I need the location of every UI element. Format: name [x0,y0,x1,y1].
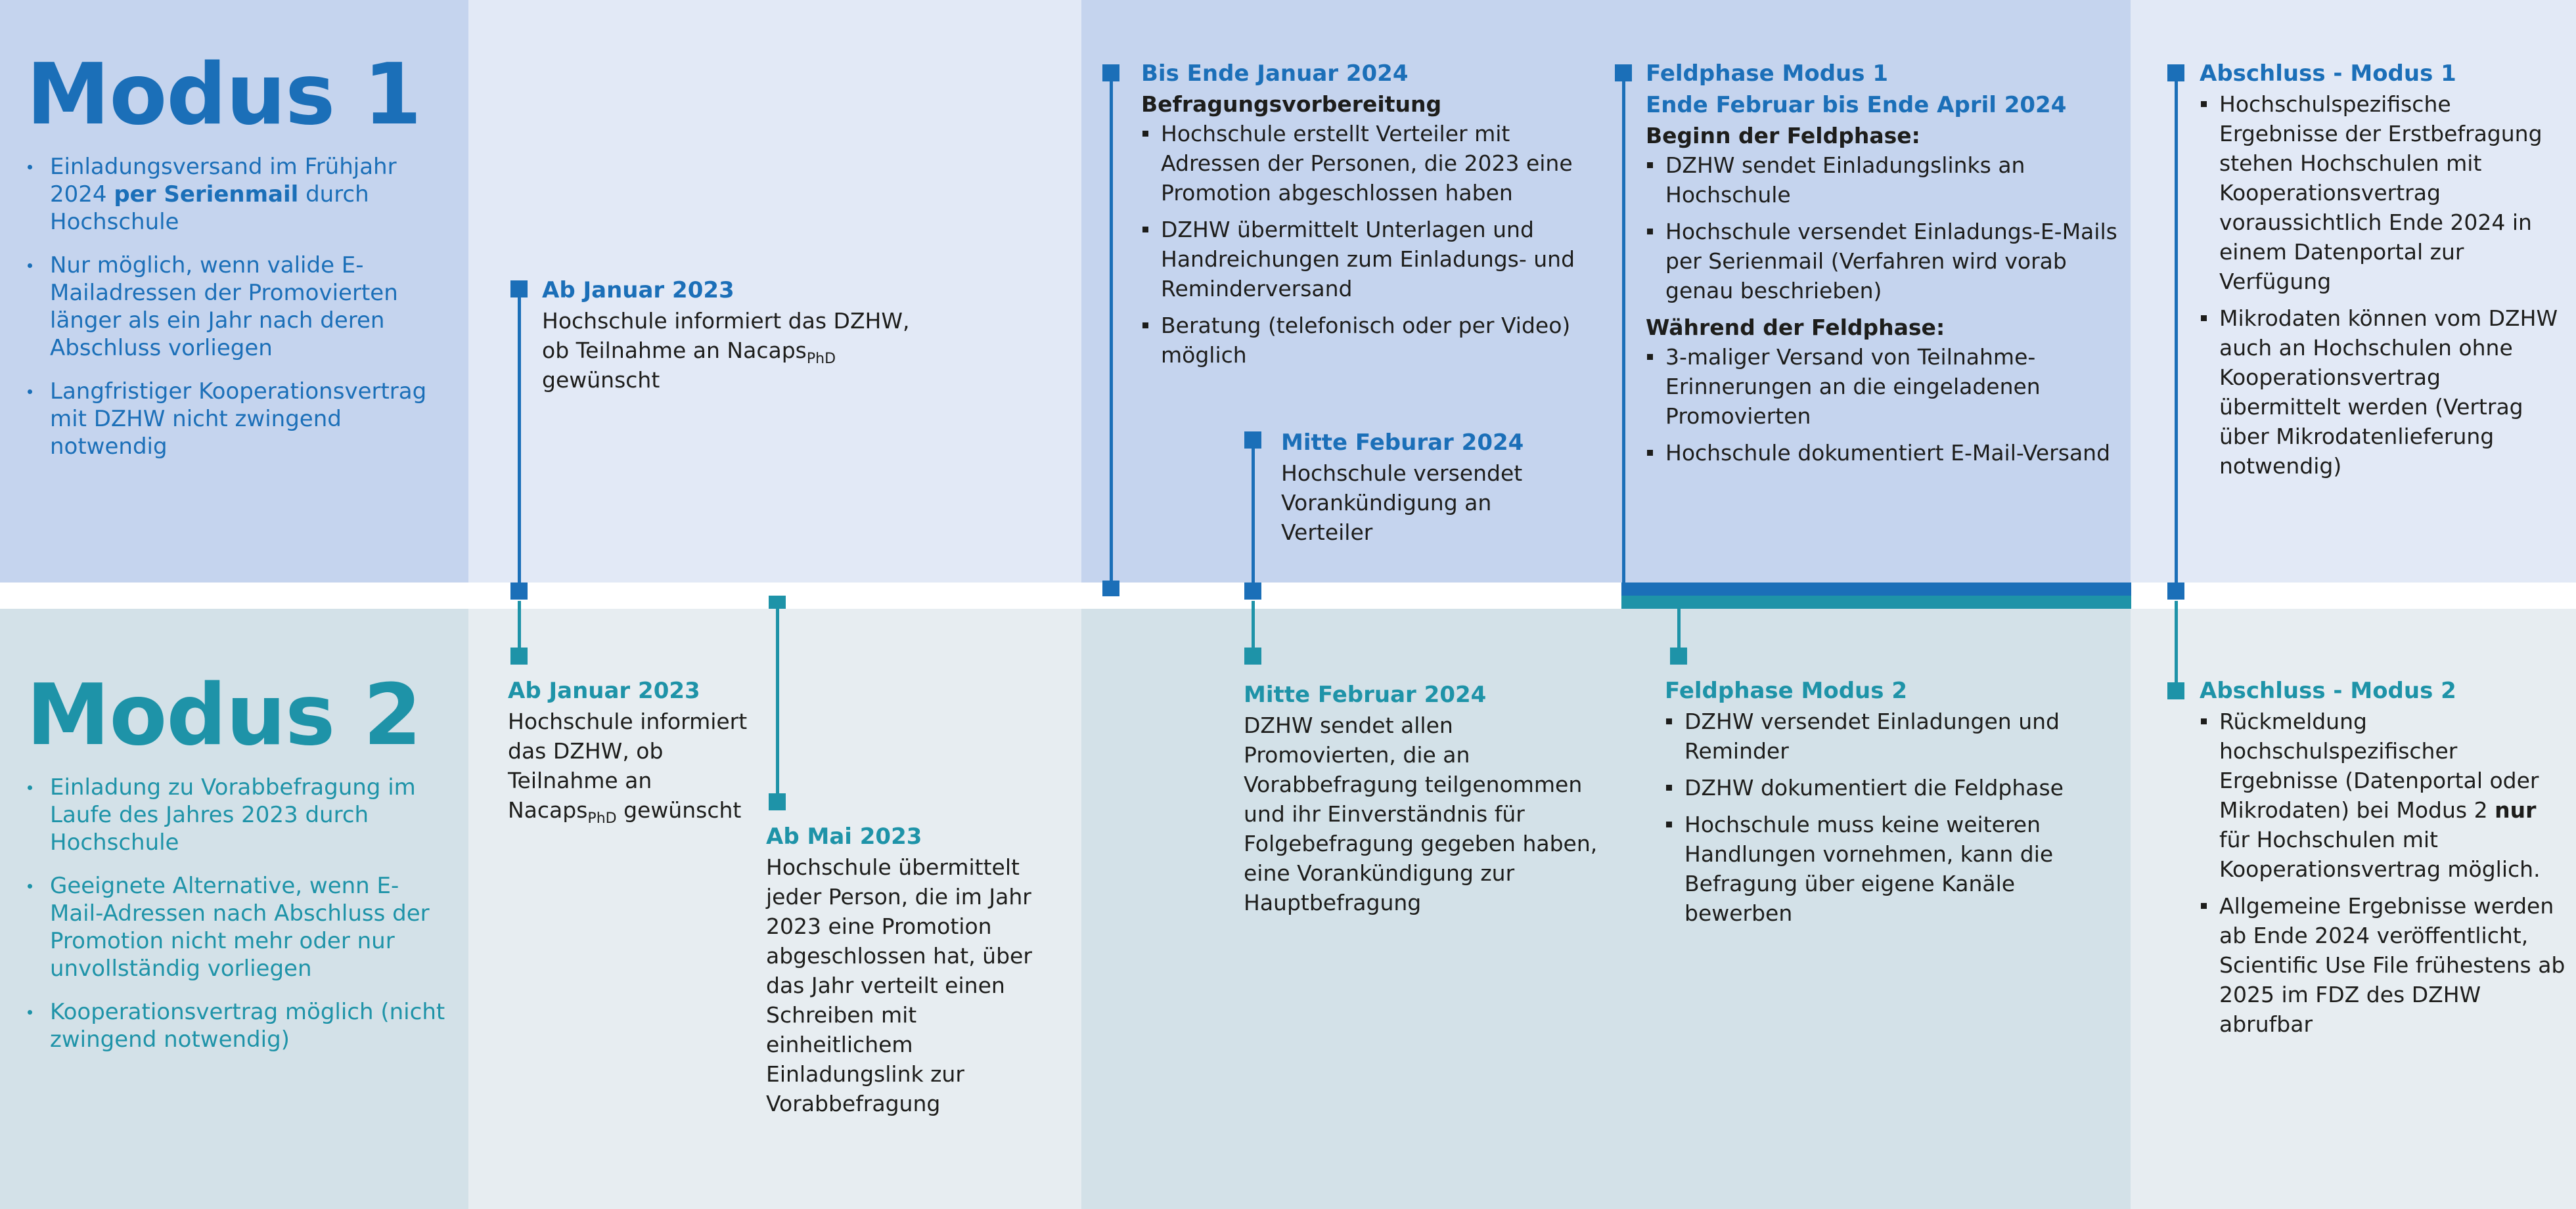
event-list [1141,119,1601,370]
event-body: Hochschule übermittelt jeder Person, die im Jahr 2023 eine Promotion abgeschlossen hat, über das Jahr verteilt einen Schreiben mit einheitlichem Einladungslink zur Vorabbefragung [766,854,1032,1116]
modus2-bullets [26,774,447,1053]
event-body: Hochschule informiert das DZHW, ob Teilnahme an Nacaps$_{PhD}$ gewünscht [542,308,910,393]
list-item: Hochschule dokumentiert E-Mail-Versand [1646,438,2119,468]
event-heading: Feldphase Modus 1 [1646,60,1888,87]
connector-jan2023-bottom [518,601,521,653]
modus1-title: Modus 1 [26,46,421,144]
modus1-bullets [26,153,447,460]
event-mai2023 [766,821,1062,1118]
event-abschluss2 [2200,675,2567,1046]
connector-midfeb2024-top [1252,440,1255,594]
list-item: Mikrodaten können vom DZHW auch an Hochschulen ohne Kooperationsvertrag übermittelt werden (Vertrag über Mikrodatenlieferung notwendig) [2200,303,2567,481]
event-heading: Ab Januar 2023 [542,277,734,303]
event-list [2200,707,2567,1039]
event-jan2023-bottom [508,675,751,825]
event-subheading: Befragungsvorbereitung [1141,91,1442,117]
event-heading-dates: Ende Februar bis Ende April 2024 [1646,92,2067,118]
connector-abschluss2 [2175,601,2178,693]
feldphase-modus1-bar [1621,583,2131,596]
modus2-bullet: Geeignete Alternative, wenn E-Mail-Adressen nach Abschluss der Promotion nicht mehr oder nur unvollständig vorliegen [26,872,447,982]
event-body: Hochschule informiert das DZHW, ob Teilnahme an Nacaps$_{PhD}$ gewünscht [508,709,748,827]
marker-endjan2024 [1102,64,1119,81]
modus1-bullet: Einladungsversand im Frühjahr 2024 per Serienmail durch Hochschule [26,153,447,236]
event-heading: Feldphase Modus 2 [1665,678,1907,704]
event-heading: Mitte Februar 2024 [1244,682,1487,708]
list-item: 3-maliger Versand von Teilnahme-Erinnerungen an die eingeladenen Promovierten [1646,342,2119,431]
marker-endjan2024-timeline [1102,581,1119,596]
connector-abschluss1 [2175,72,2178,594]
marker-jan2023-timeline-top [510,583,528,600]
list-item: Hochschule versendet Einladungs-E-Mails per Serienmail (Verfahren wird vorab genau beschrieben) [1646,217,2119,305]
event-heading: Mitte Feburar 2024 [1281,429,1524,456]
event-jan2023-top [542,275,910,395]
marker-jan2023-bottom [510,648,528,665]
marker-midfeb2024-top [1244,431,1261,449]
event-heading: Ab Mai 2023 [766,824,922,850]
event-feldphase2 [1665,675,2112,935]
event-heading: Bis Ende Januar 2024 [1141,60,1409,87]
event-endjan2024 [1141,58,1601,377]
list-item: Hochschule muss keine weiteren Handlungen vornehmen, kann die Befragung über eigene Kanäle bewerben [1665,810,2112,928]
bg-timeline-divider [0,583,2576,609]
list-item: DZHW sendet Einladungslinks an Hochschule [1646,150,2119,209]
connector-mai2023 [776,601,779,801]
list-item: DZHW versendet Einladungen und Reminder [1665,707,2112,766]
modus1-bullet: Langfristiger Kooperationsvertrag mit DZHW nicht zwingend notwendig [26,378,447,460]
list-item: DZHW dokumentiert die Feldphase [1665,773,2112,802]
modus1-bullet: Nur möglich, wenn valide E-Mailadressen der Promovierten länger als ein Jahr nach deren Abschluss vorliegen [26,252,447,362]
event-section-title: Während der Feldphase: [1646,315,1945,340]
connector-feldphase2 [1677,609,1681,653]
event-feldphase1 [1646,58,2119,475]
modus1-panel [26,46,447,476]
event-heading: Ab Januar 2023 [508,678,700,704]
marker-midfeb2024-timeline-top [1244,583,1261,600]
marker-mai2023-timeline [769,596,786,609]
event-abschluss1 [2200,58,2567,488]
marker-midfeb2024-bottom [1244,648,1261,665]
connector-endjan2024 [1110,72,1113,591]
marker-abschluss2 [2167,682,2184,699]
modus2-bullet: Kooperationsvertrag möglich (nicht zwingend notwendig) [26,998,447,1053]
modus2-panel [26,667,447,1069]
connector-feldphase1 [1622,72,1625,584]
event-list [1646,342,2119,468]
list-item: Beratung (telefonisch oder per Video) möglich [1141,311,1601,370]
list-item: Rückmeldung hochschulspezifischer Ergebnisse (Datenportal oder Mikrodaten) bei Modus 2 nur für Hochschulen mit Kooperationsvertrag möglich. [2200,707,2567,884]
event-midfeb2024-top [1281,427,1564,547]
marker-abschluss1 [2167,64,2184,81]
marker-abschluss1-timeline [2167,583,2184,600]
marker-jan2023-top [510,280,528,297]
list-item: Hochschulspezifische Ergebnisse der Erstbefragung stehen Hochschulen mit Kooperationsvertrag voraussichtlich Ende 2024 in einem Datenportal zur Verfügung [2200,89,2567,296]
event-body: DZHW sendet allen Promovierten, die an Vorabbefragung teilgenommen und ihr Einverständnis für Folgebefragung gegeben haben, eine Vorankündigung zur Hauptbefragung [1244,713,1598,915]
feldphase-modus2-bar [1621,596,2131,609]
marker-feldphase2 [1670,648,1687,665]
list-item: Allgemeine Ergebnisse werden ab Ende 2024 veröffentlicht, Scientific Use File frühestens ab 2025 im FDZ des DZHW abrufbar [2200,891,2567,1039]
event-list [1665,707,2112,928]
event-heading: Abschluss - Modus 2 [2200,678,2456,704]
marker-mai2023 [769,793,786,810]
list-item: DZHW übermittelt Unterlagen und Handreichungen zum Einladungs- und Reminderversand [1141,215,1601,303]
event-midfeb2024-bottom [1244,679,1598,917]
list-item: Hochschule erstellt Verteiler mit Adressen der Personen, die 2023 eine Promotion abgeschlossen haben [1141,119,1601,208]
modus2-title: Modus 2 [26,667,421,764]
connector-midfeb2024-bottom [1252,601,1255,653]
connector-jan2023-top [518,289,521,594]
event-body: Hochschule versendet Vorankündigung an Verteiler [1281,460,1523,545]
event-list [1646,150,2119,305]
event-section-title: Beginn der Feldphase: [1646,123,1920,148]
modus2-bullet: Einladung zu Vorabbefragung im Laufe des Jahres 2023 durch Hochschule [26,774,447,856]
event-list [2200,89,2567,481]
marker-feldphase1 [1615,64,1632,81]
event-heading: Abschluss - Modus 1 [2200,60,2456,87]
